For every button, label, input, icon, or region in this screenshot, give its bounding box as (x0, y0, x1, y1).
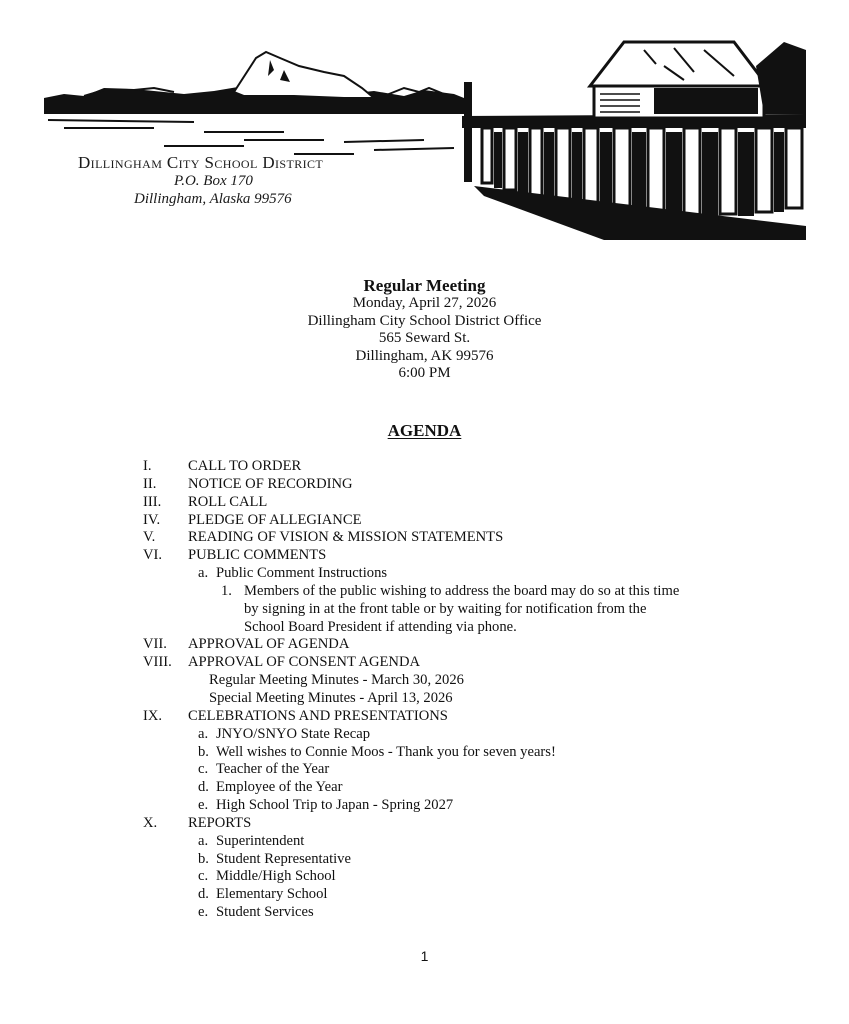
agenda-subsubitem (0, 583, 849, 601)
agenda-item (0, 494, 849, 512)
subitem-letter: a. (198, 565, 209, 582)
agenda-item (0, 458, 849, 476)
subitem-label: Student Representative (216, 850, 351, 867)
item-number: VIII. (143, 654, 172, 671)
district-po-box: P.O. Box 170 (174, 173, 253, 189)
meeting-title: Regular Meeting (363, 276, 486, 295)
agenda-subitem (0, 833, 849, 851)
subitem-letter: c. (198, 868, 209, 885)
agenda-subitem (0, 904, 849, 922)
landscape-pier-illustration (44, 36, 806, 240)
agenda-subitem (0, 565, 849, 583)
agenda-subsubitem-continuation (0, 601, 849, 619)
agenda-subitem (0, 868, 849, 886)
district-name: Dillingham City School District (78, 153, 324, 172)
agenda-subitem (0, 761, 849, 779)
subitem-label: Teacher of the Year (216, 761, 330, 778)
agenda-item (0, 512, 849, 530)
item-label: ROLL CALL (188, 493, 268, 510)
page-number: 1 (420, 948, 429, 964)
item-label: READING OF VISION & MISSION STATEMENTS (188, 529, 504, 546)
consent-item-regular-minutes: Regular Meeting Minutes - March 30, 2026 (209, 672, 464, 689)
district-city-state-zip: Dillingham, Alaska 99576 (134, 191, 292, 207)
subitem-label: Well wishes to Connie Moos - Thank you for seven years! (216, 743, 556, 760)
subitem-label: JNYO/SNYO State Recap (216, 725, 371, 742)
subitem-label: Superintendent (216, 832, 305, 849)
subitem-letter: b. (198, 850, 209, 867)
item-label: PLEDGE OF ALLEGIANCE (188, 511, 362, 528)
subitem-letter: a. (198, 725, 209, 742)
subitem-label: Employee of the Year (216, 779, 343, 796)
subitem-label: Public Comment Instructions (216, 565, 388, 582)
meeting-location: Dillingham City School District Office (307, 312, 542, 329)
agenda-list (0, 458, 849, 922)
subitem-label: Elementary School (216, 886, 328, 903)
consent-agenda-line (0, 672, 849, 690)
subitem-letter: e. (198, 904, 209, 921)
item-label: APPROVAL OF AGENDA (188, 636, 350, 653)
agenda-subitem (0, 779, 849, 797)
agenda-item (0, 636, 849, 654)
agenda-subsubitem-continuation (0, 619, 849, 637)
agenda-item (0, 529, 849, 547)
subitem-label: Student Services (216, 904, 314, 921)
agenda-subitem (0, 886, 849, 904)
meeting-city: Dillingham, AK 99576 (355, 347, 494, 364)
subitem-letter: e. (198, 797, 209, 814)
subitem-label: High School Trip to Japan - Spring 2027 (216, 797, 454, 814)
subsubitem-text-line: Members of the public wishing to address the board may do so at this time (244, 582, 680, 599)
agenda-subitem (0, 726, 849, 744)
item-label: PUBLIC COMMENTS (188, 547, 327, 564)
meeting-street: 565 Seward St. (378, 330, 471, 347)
subitem-letter: a. (198, 832, 209, 849)
subitem-label: Middle/High School (216, 868, 336, 885)
item-number: IV. (143, 511, 161, 528)
item-label: CALL TO ORDER (188, 458, 302, 474)
item-number: VI. (143, 547, 163, 564)
agenda-title: AGENDA (387, 421, 462, 440)
item-number: II. (143, 475, 157, 492)
item-number: IX. (143, 707, 163, 724)
subitem-letter: d. (198, 886, 209, 903)
meeting-date: Monday, April 27, 2026 (352, 295, 497, 311)
subsubitem-text-line: by signing in at the front table or by waiting for notification from the (244, 600, 647, 617)
letterhead (44, 36, 806, 240)
item-number: III. (143, 493, 162, 510)
agenda-subitem (0, 851, 849, 869)
agenda-item (0, 547, 849, 565)
subitem-letter: b. (198, 743, 209, 760)
subitem-letter: d. (198, 779, 209, 796)
consent-item-special-minutes: Special Meeting Minutes - April 13, 2026 (209, 689, 453, 706)
subsubitem-text-line: School Board President if attending via phone. (244, 618, 517, 635)
consent-agenda-line (0, 690, 849, 708)
agenda-item (0, 654, 849, 672)
subitem-letter: c. (198, 761, 209, 778)
item-label: REPORTS (188, 814, 252, 831)
item-label: NOTICE OF RECORDING (188, 475, 353, 492)
item-label: CELEBRATIONS AND PRESENTATIONS (188, 707, 448, 724)
agenda-item (0, 815, 849, 833)
agenda-subitem (0, 744, 849, 762)
item-number: X. (143, 814, 158, 831)
meeting-time: 6:00 PM (398, 365, 451, 382)
item-number: V. (143, 529, 156, 546)
item-label: APPROVAL OF CONSENT AGENDA (188, 654, 421, 671)
subsubitem-number: 1. (221, 582, 232, 599)
item-number: VII. (143, 636, 167, 653)
agenda-item (0, 476, 849, 494)
agenda-item (0, 708, 849, 726)
meeting-info (0, 276, 849, 383)
item-number: I. (143, 458, 152, 474)
agenda-subitem (0, 797, 849, 815)
